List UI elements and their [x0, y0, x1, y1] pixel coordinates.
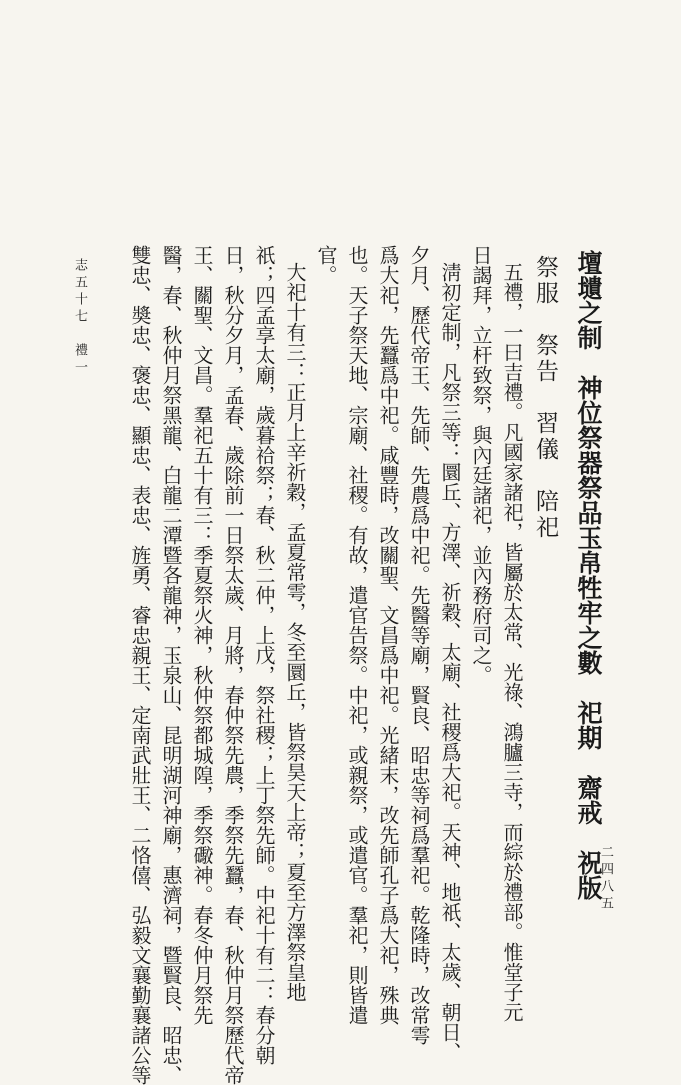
section-subtitle: 祭服 祭告 習儀 陪祀	[532, 255, 558, 541]
footer-chapter: 志五十七 禮一	[72, 258, 87, 377]
text-column-10: 日，秋分夕月，孟春、歲除前一日祭太歲、月將，春仲祭先農，季祭先蠶，春、秋仲月祭歷代帝	[221, 245, 245, 1085]
text-column-7: 官。	[314, 245, 338, 285]
text-column-13: 雙忠、奬忠、褒忠、顯忠、表忠、旌勇、睿忠親王、定南武壯王、二恪僖、弘毅文襄勤襄諸公等	[128, 245, 152, 1085]
text-column-8: 大祀十有三：正月上辛祈穀，孟夏常雩，冬至圜丘，皆祭昊天上帝；夏至方澤祭皇地	[283, 262, 307, 1002]
text-column-11: 王、關聖、文昌。羣祀五十有三：季夏祭火神，秋仲祭都城隍，季祭礮神。春冬仲月祭先	[190, 245, 214, 1025]
text-column-1: 五禮，一曰吉禮。凡國家諸祀，皆屬於太常、光祿、鴻臚三寺，而綜於禮部。惟堂子元	[500, 262, 524, 1022]
section-title: 壇壝之制 神位祭器祭品玉帛牲牢之數 祀期 齋戒 祝版	[574, 250, 603, 900]
text-column-6: 也。天子祭天地、宗廟、社稷。有故，遣官告祭。中祀，或親祭，或遣官。羣祀，則皆遣	[345, 245, 369, 1025]
text-column-2: 日謁拜，立杆致祭，與內廷諸祀，並內務府司之。	[469, 245, 493, 685]
text-column-3: 淸初定制，凡祭三等：圜丘、方澤、祈穀、太廟、社稷爲大祀。天神、地祇、太歲、朝日、	[438, 262, 462, 1062]
text-column-4: 夕月、歷代帝王、先師、先農爲中祀。先醫等廟，賢良、昭忠等祠爲羣祀。乾隆時，改常雩	[407, 245, 431, 1045]
text-column-12: 醫，春、秋仲月祭黑龍、白龍二潭暨各龍神，玉泉山、昆明湖河神廟，惠濟祠，暨賢良、昭忠、	[159, 245, 183, 1085]
text-column-5: 爲大祀，先蠶爲中祀。咸豐時，改關聖、文昌爲中祀。光緒末，改先師孔子爲大祀，殊典	[376, 245, 400, 1025]
footer-page-number: 二四八五	[598, 845, 613, 913]
text-column-9: 祇；四孟享太廟，歲暮祫祭；春、秋二仲，上戊，祭社稷；上丁祭先師。中祀十有二：春分朝	[252, 245, 276, 1065]
